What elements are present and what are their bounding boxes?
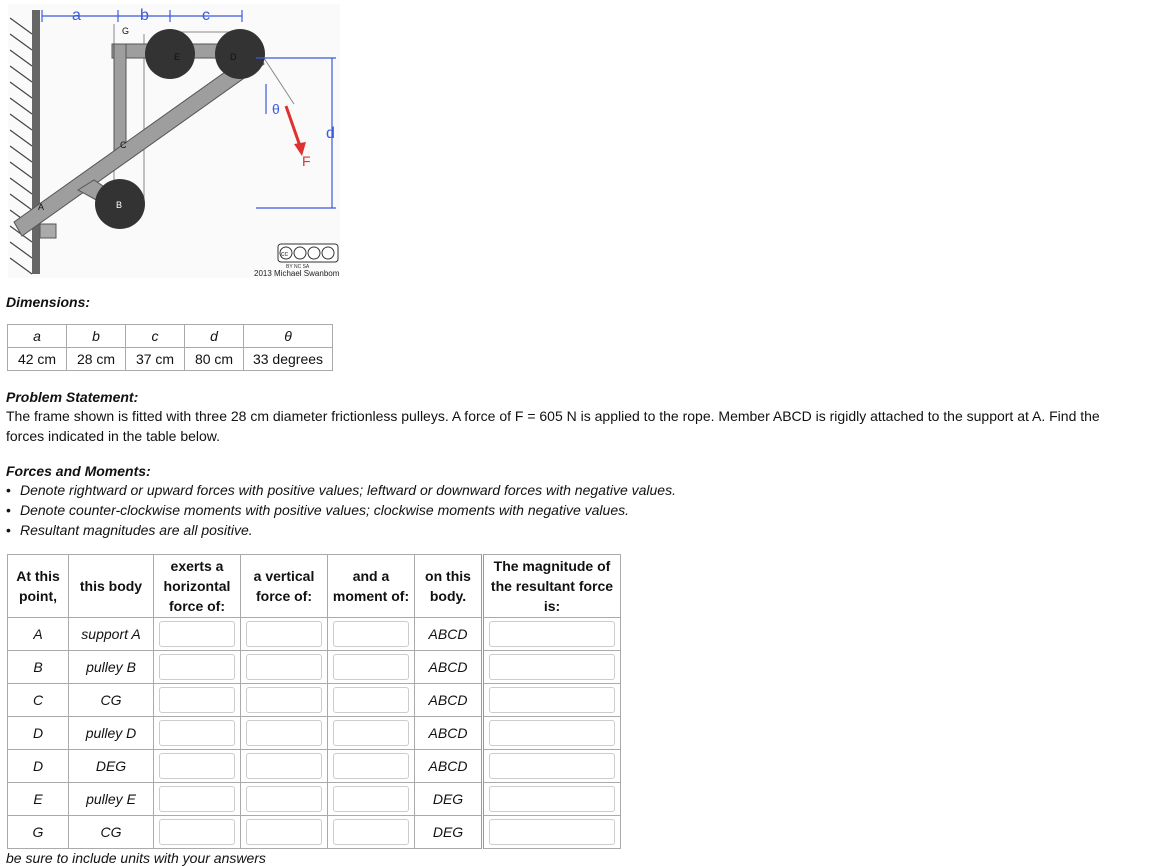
dim-header-a: a [8,325,67,348]
bullet-icon: • [6,482,11,498]
point-g-label: G [122,26,130,36]
point-cell: A [8,618,69,651]
resultant-input[interactable] [489,819,615,845]
moment-input[interactable] [333,687,409,713]
resultant-input[interactable] [489,786,615,812]
bullet-text: Resultant magnitudes are all positive. [20,522,253,538]
vertical-force-input[interactable] [246,753,322,779]
body-cell: pulley B [69,651,154,684]
header-horizontal: exerts a horizontal force of: [154,555,241,618]
forces-table [7,554,621,849]
vertical-force-input-cell [241,684,328,717]
horizontal-force-input-cell [154,750,241,783]
moment-input-cell [328,717,415,750]
on-body-cell: ABCD [415,684,483,717]
header-resultant: The magnitude of the resultant force is: [483,555,621,618]
point-d-label: D [230,52,237,62]
point-cell: E [8,783,69,816]
problem-text: The frame shown is fitted with three 28 cm diameter frictionless pulleys. A force of F = 605 N is applied to the rope. Member ABCD is rigidly attached to the support at A. Find the forces indicated in the table below. [6,408,1100,444]
on-body-cell: ABCD [415,651,483,684]
cc-by-nc-sa-icon [278,244,338,262]
bullet-icon: • [6,522,11,538]
resultant-input[interactable] [489,753,615,779]
on-body-cell: DEG [415,816,483,849]
vertical-force-input-cell [241,783,328,816]
point-cell: D [8,717,69,750]
header-on-body: on this body. [415,555,483,618]
table-row [8,750,621,783]
sign-convention-list [6,480,676,540]
dimensions-table [7,324,333,371]
vertical-force-input-cell [241,618,328,651]
pulley-e [145,29,195,79]
resultant-input-cell [483,816,621,849]
vertical-force-input[interactable] [246,621,322,647]
body-cell: CG [69,816,154,849]
body-cell: pulley E [69,783,154,816]
list-item [6,520,676,540]
vertical-force-input[interactable] [246,654,322,680]
moment-input[interactable] [333,621,409,647]
dim-value-theta: 33 degrees [244,348,333,371]
dim-value-b: 28 cm [67,348,126,371]
moment-input[interactable] [333,819,409,845]
horizontal-force-input[interactable] [159,819,235,845]
moment-input[interactable] [333,654,409,680]
moment-input-cell [328,750,415,783]
horizontal-force-input[interactable] [159,720,235,746]
vertical-force-input[interactable] [246,687,322,713]
force-label: F [302,153,311,169]
horizontal-force-input[interactable] [159,654,235,680]
point-b-label: B [116,200,123,210]
body-cell: DEG [69,750,154,783]
point-cell: C [8,684,69,717]
resultant-input-cell [483,684,621,717]
dimensions-heading: Dimensions: [6,294,91,310]
point-cell: B [8,651,69,684]
bullet-icon: • [6,502,11,518]
resultant-input-cell [483,618,621,651]
vertical-force-input-cell [241,750,328,783]
vertical-force-input[interactable] [246,720,322,746]
horizontal-force-input-cell [154,618,241,651]
resultant-input-cell [483,783,621,816]
dim-d-label: d [326,125,335,142]
frame-diagram [8,4,340,278]
bullet-text: Denote counter-clockwise moments with positive values; clockwise moments with negative values. [20,502,630,518]
list-item [6,500,676,520]
figure-credit: 2013 Michael Swanbom [254,269,340,278]
on-body-cell: DEG [415,783,483,816]
on-body-cell: ABCD [415,717,483,750]
table-row [8,717,621,750]
vertical-force-input-cell [241,651,328,684]
table-row [8,618,621,651]
pulley-d [215,29,265,79]
table-row [8,783,621,816]
horizontal-force-input-cell [154,783,241,816]
dim-value-a: 42 cm [8,348,67,371]
vertical-force-input-cell [241,816,328,849]
body-cell: support A [69,618,154,651]
moment-input-cell [328,618,415,651]
horizontal-force-input-cell [154,717,241,750]
horizontal-force-input-cell [154,684,241,717]
resultant-input[interactable] [489,621,615,647]
vertical-force-input[interactable] [246,786,322,812]
on-body-cell: ABCD [415,750,483,783]
horizontal-force-input[interactable] [159,786,235,812]
table-row [8,684,621,717]
vertical-force-input[interactable] [246,819,322,845]
moment-input-cell [328,684,415,717]
svg-text:cc: cc [281,251,288,258]
problem-heading: Problem Statement: [6,389,139,405]
moment-input[interactable] [333,753,409,779]
license-text: BY NC SA [286,264,310,270]
moment-input-cell [328,816,415,849]
forces-header-row [8,555,621,618]
header-vertical: a vertical force of: [241,555,328,618]
bullet-text: Denote rightward or upward forces with positive values; leftward or downward forces with negative values. [20,482,676,498]
header-point: At this point, [8,555,69,618]
header-body: this body [69,555,154,618]
resultant-input-cell [483,750,621,783]
point-a-label: A [38,202,45,212]
point-cell: G [8,816,69,849]
dim-header-theta: θ [244,325,333,348]
moment-input-cell [328,651,415,684]
body-cell: pulley D [69,717,154,750]
moment-input[interactable] [333,720,409,746]
dimensions-value-row [8,348,333,371]
support-bracket [40,224,56,238]
moment-input-cell [328,783,415,816]
header-moment: and a moment of: [328,555,415,618]
point-e-label: E [174,52,181,62]
resultant-input[interactable] [489,654,615,680]
horizontal-force-input[interactable] [159,621,235,647]
dim-c-label: c [202,7,210,24]
table-row [8,816,621,849]
dim-theta-label: θ [272,101,280,117]
units-note: be sure to include units with your answers [6,850,266,866]
horizontal-force-input-cell [154,651,241,684]
dim-header-b: b [67,325,126,348]
horizontal-force-input[interactable] [159,753,235,779]
dim-b-label: b [140,7,149,24]
dim-value-d: 80 cm [185,348,244,371]
table-row [8,651,621,684]
force-arrow [286,106,306,156]
horizontal-force-input-cell [154,816,241,849]
problem-figure [8,4,340,278]
on-body-cell: ABCD [415,618,483,651]
dim-header-d: d [185,325,244,348]
point-c-label: C [120,140,127,150]
dim-a-label: a [72,7,81,24]
dimensions-header-row [8,325,333,348]
dim-header-c: c [126,325,185,348]
body-cell: CG [69,684,154,717]
resultant-input-cell [483,651,621,684]
vertical-force-input-cell [241,717,328,750]
list-item [6,480,676,500]
horizontal-force-input[interactable] [159,687,235,713]
dim-value-c: 37 cm [126,348,185,371]
forces-heading: Forces and Moments: [6,463,151,479]
resultant-input-cell [483,717,621,750]
resultant-input[interactable] [489,720,615,746]
point-cell: D [8,750,69,783]
resultant-input[interactable] [489,687,615,713]
moment-input[interactable] [333,786,409,812]
